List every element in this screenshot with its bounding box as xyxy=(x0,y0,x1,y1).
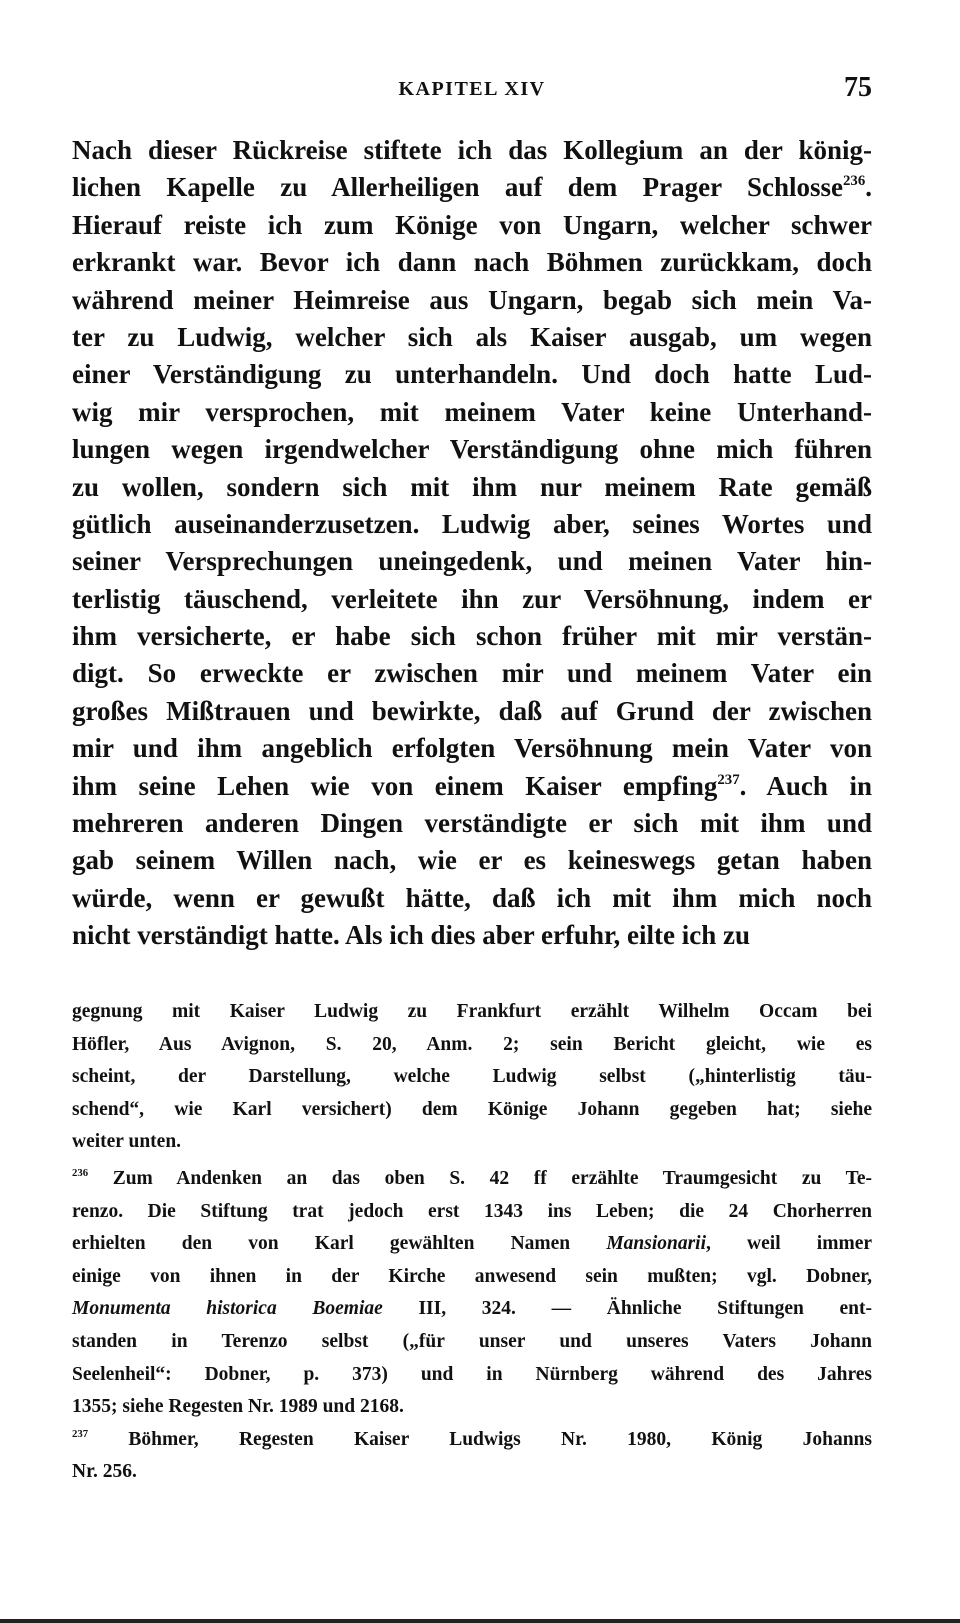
running-head: KAPITEL XIV xyxy=(398,78,546,100)
text-line: lichen Kapelle zu Allerheiligen auf dem Prager Schlosse$^{236}$. xyxy=(72,172,872,203)
text-line: terlistig täuschend, verleitete ihn zur Versöhnung, indem er xyxy=(72,583,872,614)
footnote-line: $^{237}$ Böhmer, Regesten Kaiser Ludwigs Nr. 1980, König Johanns xyxy=(72,1427,872,1450)
footnote-line: schend“, wie Karl versichert) dem Könige Johann gegeben hat; siehe xyxy=(72,1098,872,1120)
footnote-237 xyxy=(72,1424,872,1489)
text-line: ihm versicherte, er habe sich schon früher mit mir verstän- xyxy=(72,621,872,652)
footnotes xyxy=(72,996,872,1489)
footnote-line: scheint, der Darstellung, welche Ludwig selbst („hinterlistig täu- xyxy=(72,1066,872,1088)
footnote-line: Höfler, Aus Avignon, S. 20, Anm. 2; sein Bericht gleicht, wie es xyxy=(72,1033,872,1055)
text-line: mehreren anderen Dingen verständigte er sich mit ihm und xyxy=(72,808,872,839)
text-line: Nach dieser Rückreise stiftete ich das Kollegium an der könig- xyxy=(72,135,872,165)
footnote-line: einige von ihnen in der Kirche anwesend sein mußten; vgl. Dobner, xyxy=(72,1265,872,1287)
text-line: erkrankt war. Bevor ich dann nach Böhmen zurückkam, doch xyxy=(72,247,872,278)
text-line: würde, wenn er gewußt hätte, daß ich mit ihm mich noch xyxy=(72,882,872,913)
footnote-line: gegnung mit Kaiser Ludwig zu Frankfurt erzählt Wilhelm Occam bei xyxy=(72,1001,872,1022)
footnote-marker: 237 xyxy=(72,1427,89,1440)
text-line: lungen wegen irgendwelcher Verständigung ohne mich führen xyxy=(72,434,872,465)
footnote-line: Seelenheil“: Dobner, p. 373) und in Nürnberg während des Jahres xyxy=(72,1363,872,1385)
footnote-ref: 237 xyxy=(717,771,740,788)
scan-edge xyxy=(0,1619,960,1623)
page-number: 75 xyxy=(844,72,872,103)
footnote-line: erhielten den von Karl gewählten Namen Mansionarii, weil immer xyxy=(72,1233,872,1255)
main-text-body xyxy=(72,132,872,955)
text-line: mir und ihm angeblich erfolgten Versöhnung mein Vater von xyxy=(72,733,872,764)
footnote-line: weiter unten. xyxy=(72,1131,182,1153)
footnote-marker: 236 xyxy=(72,1166,89,1179)
footnote-line: standen in Terenzo selbst („für unser und unseres Vaters Johann xyxy=(72,1330,872,1352)
footnote-line: $^{236}$ Zum Andenken an das oben S. 42 ff erzählte Traumgesicht zu Te- xyxy=(72,1166,872,1189)
text-line: während meiner Heimreise aus Ungarn, begab sich mein Va- xyxy=(72,284,872,315)
text-line: großes Mißtrauen und bewirkte, daß auf Grund der zwischen xyxy=(72,695,872,726)
text-line: wig mir versprochen, mit meinem Vater keine Unterhand- xyxy=(72,396,872,427)
text-line: seiner Versprechungen uneingedenk, und meinen Vater hin- xyxy=(72,546,872,577)
page-header xyxy=(72,72,872,112)
text-line: Hierauf reiste ich zum Könige von Ungarn, welcher schwer xyxy=(72,209,872,240)
footnote-236 xyxy=(72,1163,872,1424)
text-line: ihm seine Lehen wie von einem Kaiser empfing$^{237}$. Auch in xyxy=(72,770,873,801)
footnote-line: renzo. Die Stiftung trat jedoch erst 1343 ins Leben; die 24 Chorherren xyxy=(72,1200,872,1222)
footnote-line: Monumenta historica Boemiae III, 324. — Ähnliche Stiftungen ent- xyxy=(72,1298,873,1320)
text-line: einer Verständigung zu unterhandeln. Und doch hatte Lud- xyxy=(72,359,872,390)
footnote-line: Nr. 256. xyxy=(72,1461,137,1483)
text-line: nicht verständigt hatte. Als ich dies aber erfuhr, eilte ich zu xyxy=(72,920,750,951)
footnote-continuation xyxy=(72,996,872,1159)
text-line: zu wollen, sondern sich mit ihm nur meinem Rate gemäß xyxy=(72,471,872,502)
text-line: gab seinem Willen nach, wie er es keineswegs getan haben xyxy=(72,845,872,876)
footnote-line: 1355; siehe Regesten Nr. 1989 und 2168. xyxy=(72,1396,404,1418)
text-line: gütlich auseinanderzusetzen. Ludwig aber, seines Wortes und xyxy=(72,508,872,539)
footnote-ref: 236 xyxy=(842,173,866,190)
text-line: ter zu Ludwig, welcher sich als Kaiser ausgab, um wegen xyxy=(72,321,872,352)
text-line: digt. So erweckte er zwischen mir und meinem Vater ein xyxy=(72,658,872,689)
